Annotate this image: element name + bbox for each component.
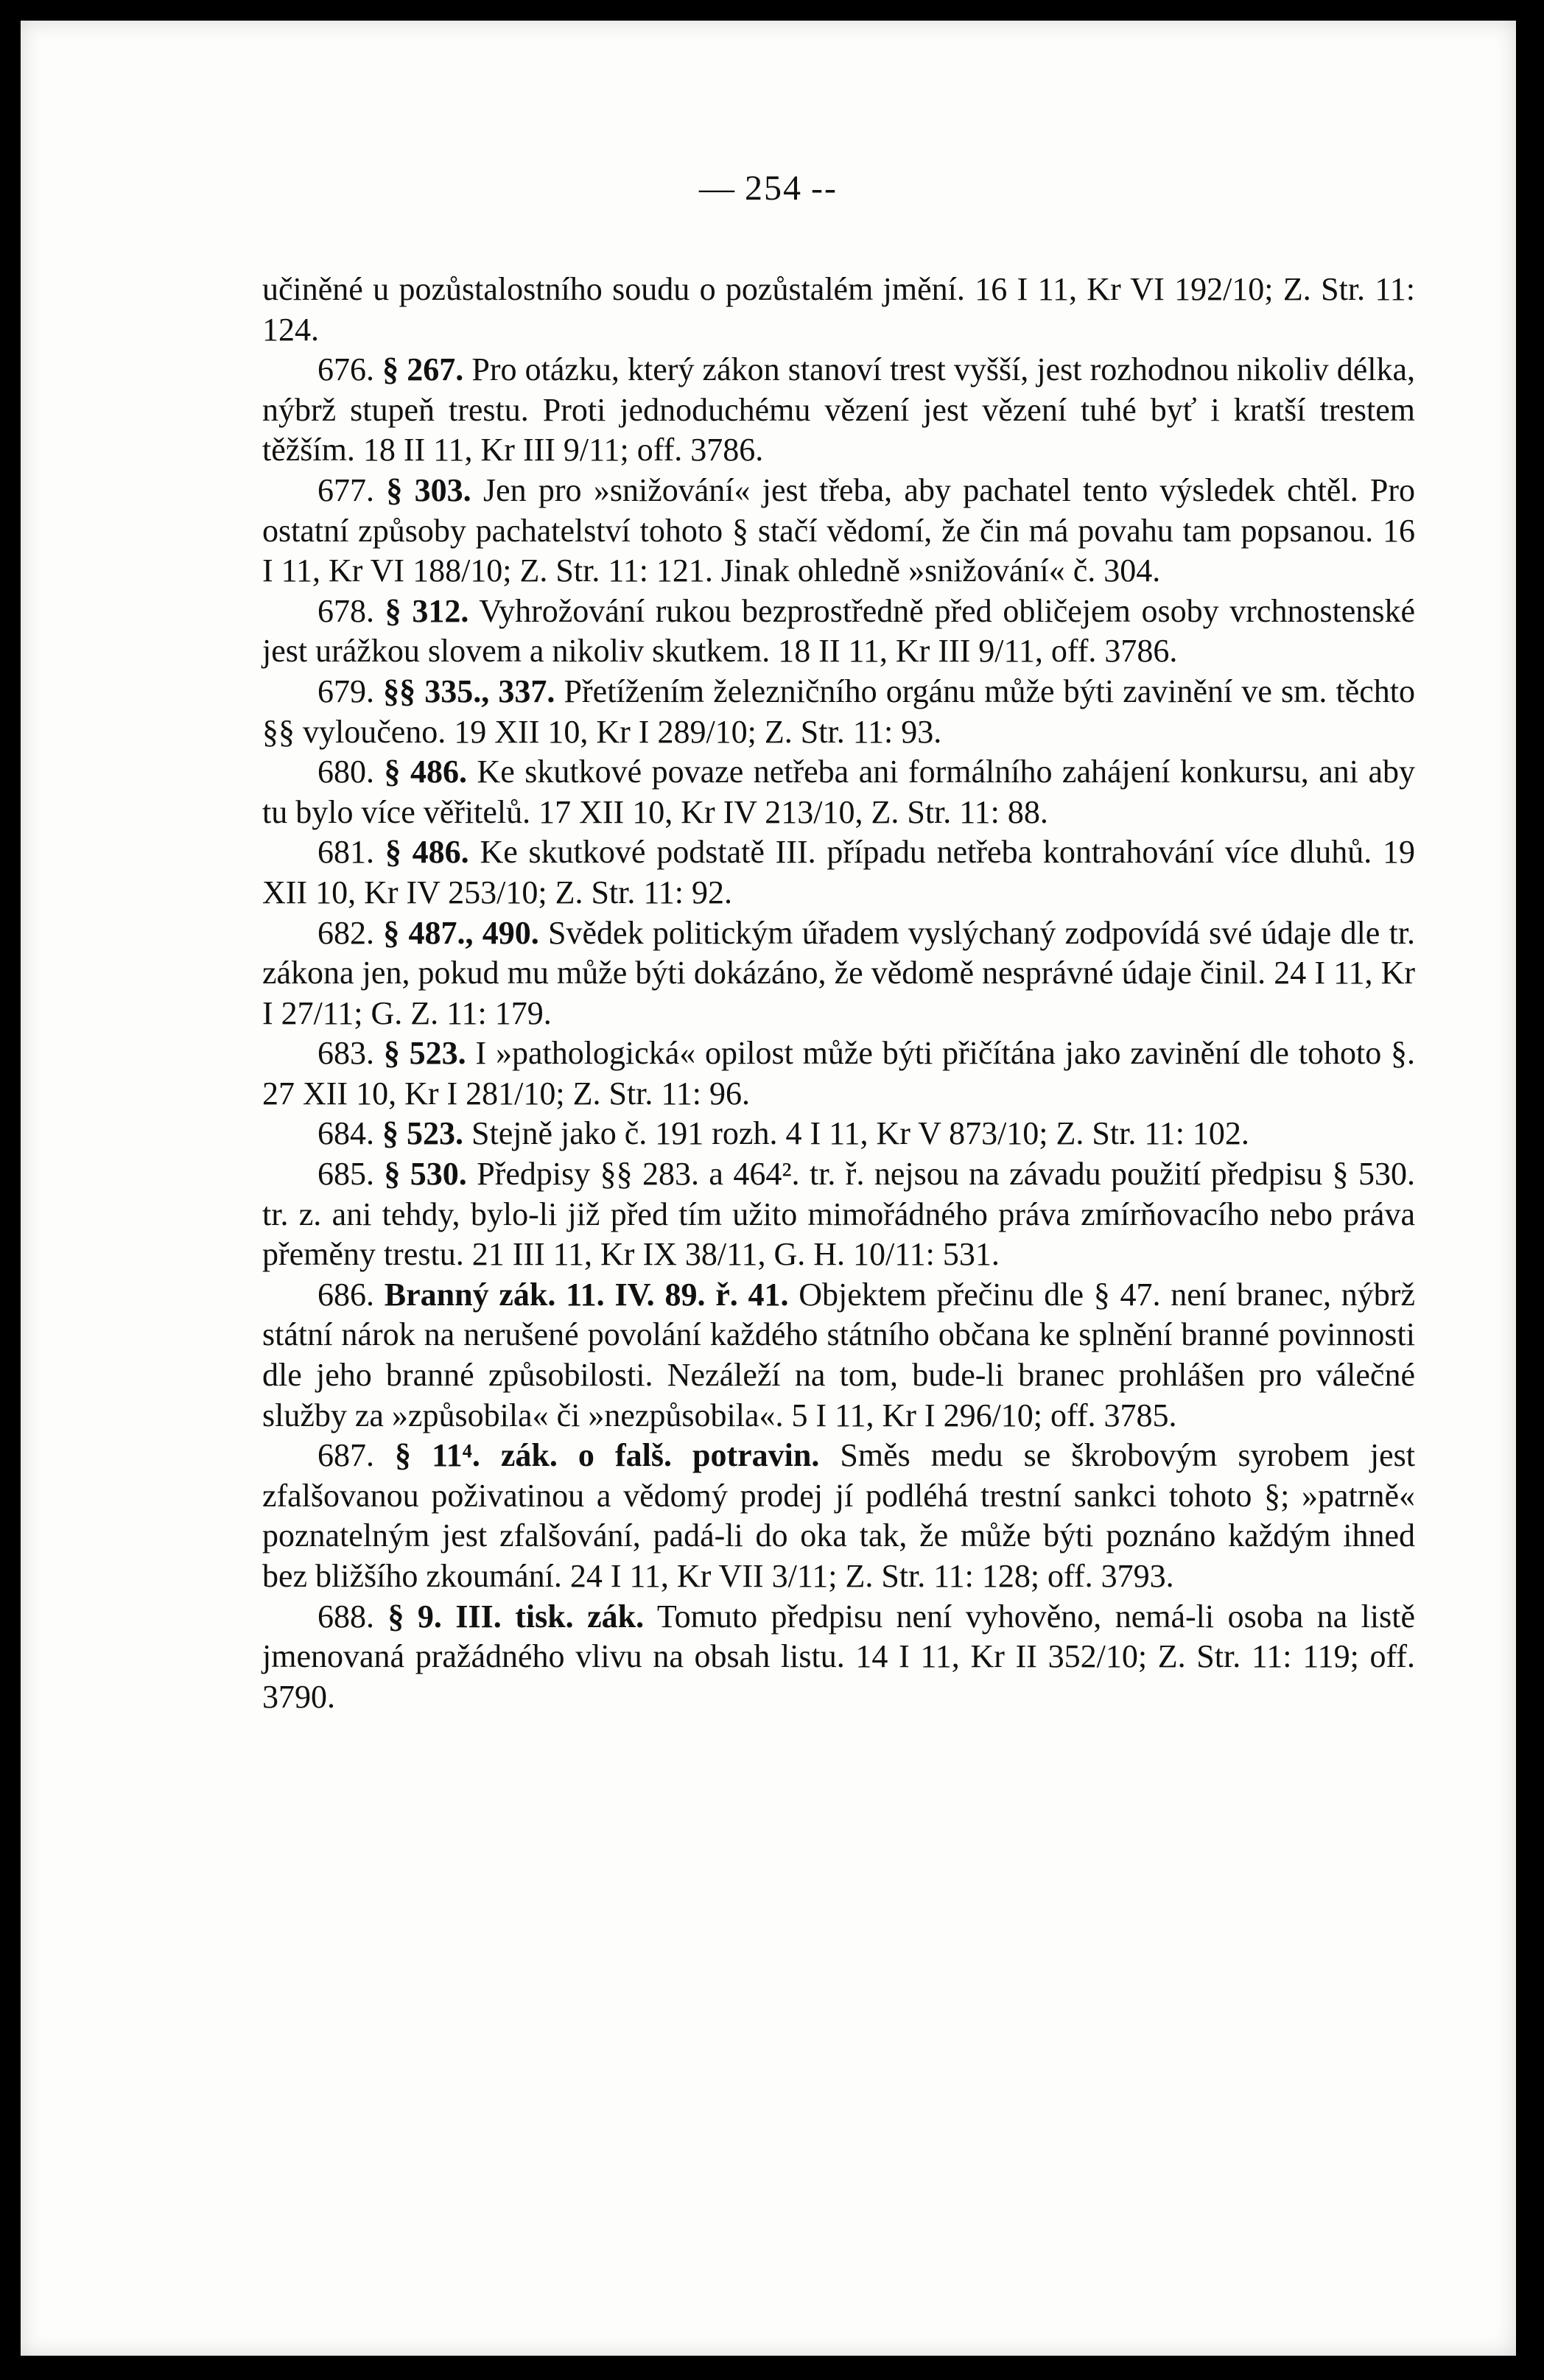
entry-text: Vyhrožování rukou bezprostředně před obličejem osoby vrchnostenské jest urážkou slovem a nikoliv skutkem. 18 II 11, Kr III 9/11, off. 3786. (262, 592, 1415, 670)
entry-number: 687. (317, 1437, 374, 1474)
decision-entry (262, 350, 1415, 471)
entry-statute-ref: § 523. (382, 1115, 463, 1152)
decision-entry (262, 1597, 1415, 1718)
entry-text: Objektem přečinu dle § 47. není branec, nýbrž státní nárok na nerušené povolání každého státního občana ke splnění branné povinnosti dle jeho branné způsobilosti. Nezáleží na tom, bude-li branec prohlášen pro válečné služby za »způsobila« či »nezpůsobila«. 5 I 11, Kr I 296/10; off. 3785. (262, 1276, 1415, 1433)
entry-number: 680. (317, 754, 374, 790)
entry-number: 682. (317, 914, 374, 951)
continuation-paragraph: učiněné u pozůstalostního soudu o pozůstalém jmění. 16 I 11, Kr VI 192/10; Z. Str. 11: 124. (262, 271, 1415, 348)
entry-text: Přetížením železničního orgánu může býti zavinění ve sm. těchto §§ vyloučeno. 19 XII 10, Kr I 289/10; Z. Str. 11: 93. (262, 673, 1416, 750)
decision-entry (262, 672, 1415, 752)
entry-statute-ref: Branný zák. 11. IV. 89. ř. 41. (384, 1276, 789, 1313)
decision-entry (262, 913, 1415, 1034)
entry-text: Svědek politickým úřadem vyslýchaný zodpovídá své údaje dle tr. zákona jen, pokud mu může býti dokázáno, že vědomě nesprávné údaje činil. 24 I 11, Kr I 27/11; G. Z. 11: 179. (262, 914, 1416, 1031)
entry-statute-ref: § 303. (386, 471, 471, 508)
entry-statute-ref: § 11⁴. zák. o falš. potravin. (395, 1437, 820, 1474)
entry-statute-ref: § 9. III. tisk. zák. (387, 1598, 645, 1635)
entry-statute-ref: § 487., 490. (383, 914, 539, 951)
page-number-prefix: — (699, 169, 737, 208)
page-number: 254 (745, 169, 803, 208)
entry-statute-ref: § 523. (383, 1035, 466, 1072)
entry-number: 686. (317, 1276, 374, 1313)
decision-entry (262, 592, 1415, 672)
entry-number: 676. (317, 351, 374, 388)
decision-entry (262, 471, 1415, 592)
page-number-suffix: -- (811, 169, 838, 208)
entry-statute-ref: § 486. (384, 754, 467, 790)
entry-text: Tomuto předpisu není vyhověno, nemá-li osoba na listě jmenovaná pražádného vlivu na obsah listu. 14 I 11, Kr II 352/10; Z. Str. 11: 119; off. 3790. (262, 1598, 1416, 1715)
entry-number: 678. (317, 592, 374, 629)
entry-number: 684. (317, 1115, 374, 1152)
entries-list (262, 350, 1415, 1717)
decision-entry (262, 832, 1415, 913)
entry-text: Ke skutkové podstatě III. případu netřeba kontrahování více dluhů. 19 XII 10, Kr IV 253/10; Z. Str. 11: 92. (262, 834, 1416, 910)
entry-text: Stejně jako č. 191 rozh. 4 I 11, Kr V 873/10; Z. Str. 11: 102. (471, 1115, 1249, 1152)
entry-number: 681. (317, 834, 374, 871)
decision-entry (262, 1275, 1415, 1436)
entry-text: I »pathologická« opilost může býti přičítána jako zavinění dle tohoto §. 27 XII 10, Kr I 281/10; Z. Str. 11: 96. (262, 1035, 1416, 1112)
decision-entry (262, 1154, 1415, 1275)
entry-number: 683. (317, 1035, 374, 1072)
entry-text: Ke skutkové povaze netřeba ani formálního zahájení konkursu, ani aby tu bylo více věřitelů. 17 XII 10, Kr IV 213/10, Z. Str. 11: 88. (262, 754, 1416, 830)
book-page (21, 21, 1516, 2356)
entry-text: Směs medu se škrobovým syrobem jest zfalšovanou poživatinou a vědomý prodej jí podléhá trestní sankci tohoto §; »patrně« poznatelným jest zfalšování, padá-li do oka tak, že může býti poznáno každým ihned bez bližšího zkoumání. 24 I 11, Kr VII 3/11; Z. Str. 11: 128; off. 3793. (262, 1437, 1416, 1594)
decision-entry (262, 1114, 1415, 1154)
entry-text: Pro otázku, který zákon stanoví trest vyšší, jest rozhodnou nikoliv délka, nýbrž stupeň trestu. Proti jednoduchému vězení jest vězení tuhé byť i kratší trestem těžším. 18 II 11, Kr III 9/11; off. 3786. (262, 351, 1416, 468)
decision-entry (262, 1033, 1415, 1114)
entry-number: 679. (317, 673, 374, 709)
decision-entry (262, 1436, 1415, 1596)
decision-entry (262, 752, 1415, 832)
entry-number: 688. (317, 1598, 374, 1635)
entry-number: 677. (317, 471, 374, 508)
entry-statute-ref: §§ 335., 337. (383, 673, 555, 709)
entry-statute-ref: § 267. (382, 351, 464, 388)
entry-statute-ref: § 530. (384, 1156, 467, 1193)
entry-number: 685. (317, 1156, 374, 1193)
page-body (262, 270, 1415, 1717)
page-header (21, 168, 1516, 208)
entry-text: Jen pro »snižování« jest třeba, aby pachatel tento výsledek chtěl. Pro ostatní způsoby pachatelství tohoto § stačí vědomí, že čin má povahu tam popsanou. 16 I 11, Kr VI 188/10; Z. Str. 11: 121. Jinak ohledně »snižování« č. 304. (262, 471, 1416, 589)
entry-statute-ref: § 486. (385, 834, 469, 871)
entry-text: Předpisy §§ 283. a 464². tr. ř. nejsou na závadu použití předpisu § 530. tr. z. ani tehdy, bylo-li již před tím užito mimořádného práva zmírňovacího nebo práva přeměny trestu. 21 III 11, Kr IX 38/11, G. H. 10/11: 531. (262, 1156, 1415, 1273)
entry-statute-ref: § 312. (385, 592, 469, 629)
